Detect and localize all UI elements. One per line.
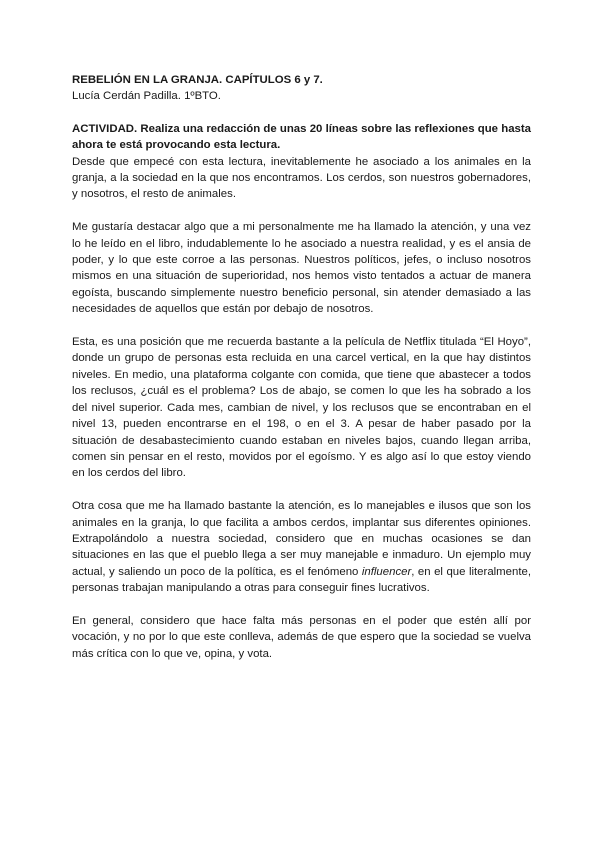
document-page xyxy=(72,72,531,679)
activity-prompt: ACTIVIDAD. Realiza una redacción de unas 20 líneas sobre las reflexiones que hasta ahora te está provocando esta lectura. xyxy=(72,122,531,152)
paragraph-4-text-after: , en el que literalmente, personas trabajan manipulando a otras para conseguir fines lucrativos. xyxy=(72,565,532,595)
paragraph-4-italic-term: influencer xyxy=(361,565,412,578)
paragraph-1: Desde que empecé con esta lectura, inevitablemente he asociado a los animales en la granja, a la sociedad en la que nos encontramos. Los cerdos, son nuestros gobernadores, y nosotros, el resto de animales. xyxy=(72,155,531,201)
paragraph-4-text-before: Otra cosa que me ha llamado bastante la atención, es lo manejables e ilusos que son los animales en la granja, lo que facilita a ambos cerdos, implantar sus diferentes opiniones. Extrapolándolo a nuestra sociedad, considero que en muchas ocasiones se dan situaciones en las que el pueblo llega a ser muy manejable e inmaduro. Un ejemplo muy actual, y saliendo un poco de la política, es el fenómeno xyxy=(72,500,531,578)
document-title: REBELIÓN EN LA GRANJA. CAPÍTULOS 6 y 7. xyxy=(72,74,323,86)
author-line: Lucía Cerdán Padilla. 1ºBTO. xyxy=(72,90,221,103)
paragraph-3: Esta, es una posición que me recuerda bastante a la película de Netflix titulada “El Hoyo”, donde un grupo de personas esta recluida en una carcel vertical, en la que hay distintos niveles. En medio, una plataforma colgante con comida, que tiene que abastecer a todos los reclusos, ¿cuál es el problema? Los de abajo, se comen lo que les ha sobrado a los del nivel superior. Cada mes, cambian de nivel, y los reclusos que se encontraban en el nivel 13, pueden encontrarse en el 198, o en el 3. A pesar de haber pasado por la situación de desabastecimiento cuando estaban en niveles bajos, cuando llegan arriba, comen sin pensar en el resto, movidos por el egoísmo. Y es algo así lo que estoy viendo en los cerdos del libro. xyxy=(72,336,531,480)
paragraph-2: Me gustaría destacar algo que a mi personalmente me ha llamado la atención, y una vez lo he leído en el libro, indudablemente lo he asociado a nuestra realidad, y es el ansia de poder, y lo que este corroe a las personas. Nuestros políticos, jefes, o incluso nosotros mismos en una situación de superioridad, nos hemos visto tentados a actuar de manera egoísta, buscando simplemente nuestro beneficio personal, sin atender demasiado a las necesidades de aquellos que están por debajo de nosotros. xyxy=(72,221,531,316)
paragraph-4 xyxy=(72,498,531,596)
paragraph-5: En general, considero que hace falta más personas en el poder que estén allí por vocación, y no por lo que este conlleva, además de que espero que la sociedad se vuelva más crítica con lo que ve, opina, y vota. xyxy=(72,614,531,660)
